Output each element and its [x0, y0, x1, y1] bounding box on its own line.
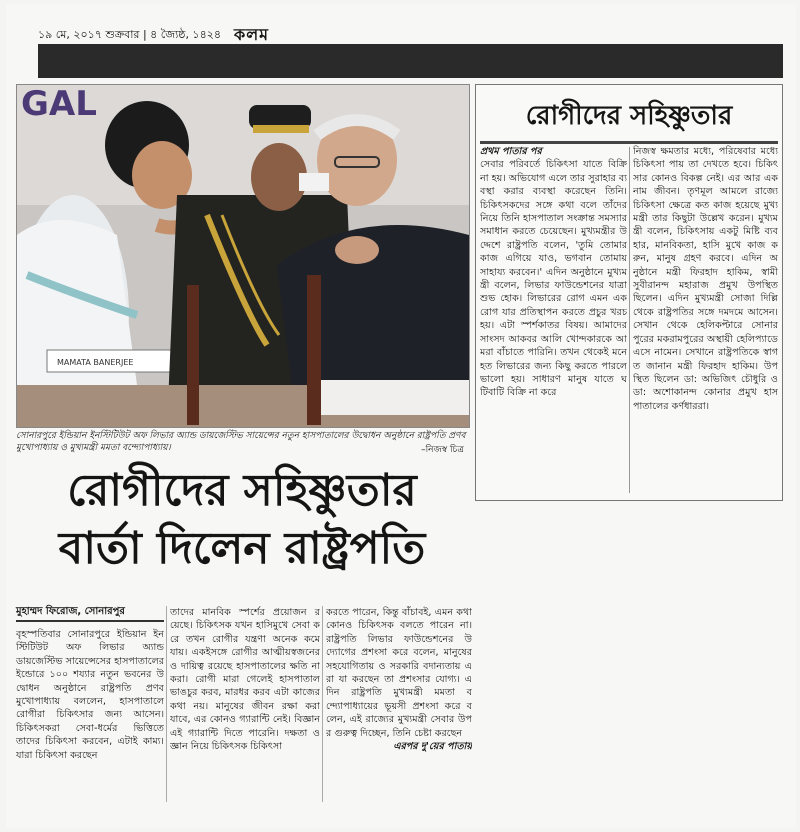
side-story [475, 84, 783, 501]
column-divider [629, 147, 630, 493]
news-photo [16, 84, 470, 428]
photo-caption [16, 430, 468, 456]
side-headline-rule [480, 141, 778, 144]
main-column-3 [326, 606, 472, 804]
photo-illustration [17, 85, 469, 427]
continued-note: এরপর দু'য়ের পাতায় [393, 741, 472, 753]
side-column-1-text: সেবার পরিবর্তে চিকিৎসা যাতে বিক্রি না হয়। অভিযোগ এলে তার সুরাহার ব্যবস্থা করার ব্যবস্থা করেছেন তিনি। চিকিৎসকদের সঙ্গে কথা বলে তাঁদের নিয়ে তিনি হাসপাতাল সংক্রান্ত সমস্যার সমাধান করতে চেয়েছেন। মুখ্যমন্ত্রীর উদ্দেশে রাষ্ট্রপতি বলেন, 'তুমি তোমার কাজ এগিয়ে যাও, ভগবান তোমায় সাহায্য করবেন।' এদিন অনুষ্ঠানে মুখ্যমন্ত্রী বলেন, লিভার ফাউন্ডেশনের যাত্রা শুভ হোক। লিভারের রোগ এমন এক রোগ যার প্রতিস্থাপন করতে প্রচুর খরচ হয়। এটা স্পর্শকাতর বিষয়। আমাদের সাংসদ আকবর আলি খোন্দকারকে আমরা বাঁচাতে পারিনি। তখন থেকেই মনে হত লিভারের জন্য কিছু করতে পারলে ভালো হয়। সাধারণ মানুষ যাতে ঘটিবাটি বিক্রি না করে [480, 159, 627, 399]
byline: মুহাম্মদ ফিরোজ, সোনারপুর [16, 606, 125, 617]
masthead [38, 22, 783, 42]
caption-text: সোনারপুরে ইন্ডিয়ান ইনস্টিটিউট অফ লিভার অ্যান্ড ডায়জেস্টিভ সায়েন্সের নতুন হাসপাতালের উদ্বোধন অনুষ্ঠানে রাষ্ট্রপতি প্রণব মুখোপাধ্যায় ও মুখ্যমন্ত্রী মমতা বন্দ্যোপাধ্যায়। [16, 431, 466, 453]
photo-credit: –নিজস্ব চিত্র [421, 445, 464, 455]
main-column-2 [170, 606, 320, 804]
side-column-1 [480, 145, 627, 497]
banner-text: GAL [21, 85, 97, 124]
main-column-1-text: বৃহস্পতিবার সোনারপুরে ইন্ডিয়ান ইনস্টিটিউট অফ লিভার অ্যান্ড ডায়জেস্টিভ সায়েন্সেসের হাসপাতালের ইন্ডোরে ১০০ শয্যার নতুন ভবনের উদ্বোধন অনুষ্ঠানে রাষ্ট্রপতি প্রণব মুখোপাধ্যায় বললেন, হাসপাতালে রোগীরা চিকিৎসার জন্য আসেন। চিকিৎসকরা সেবা-ধর্মের ভিত্তিতে তাদের চিকিৎসা করবেন, এটাই কাম্য। যারা চিকিৎসা করছেন [16, 629, 164, 761]
main-headline-line-2: বার্তা দিলেন রাষ্ট্রপতি [58, 523, 426, 574]
main-headline-line-1: রোগীদের সহিষ্ণুতার [67, 465, 417, 516]
byline-rule [16, 620, 164, 622]
masthead-bar [38, 44, 783, 78]
date-line: ১৯ মে, ২০১৭ শুক্রবার | ৪ জ্যৈষ্ঠ, ১৪২৪ [38, 28, 221, 41]
main-column-2-text: তাদের মানবিক স্পর্শের প্রয়োজন রয়েছে। চিকিৎসক যখন হাসিমুখে সেবা করে তখন রোগীর যন্ত্রণা অনেক কমে যায়। একইসঙ্গে রোগীর আত্মীয়স্বজনেরও দায়িত্ব রয়েছে হাসপাতালের ক্ষতি না করা। রোগী মারা গেলেই হাসপাতাল ভাঙচুর করব, মারধর করব এটা কাজের কথা নয়। মানুষের জীবন রক্ষা করা যাবে, এর কোনও গ্যারান্টি নেই। বিজ্ঞান এই গ্যারান্টি দিতে পারেনি। দক্ষতা ও জ্ঞান নিয়ে চিকিৎসক চিকিৎসা [170, 607, 320, 753]
column-divider [322, 606, 323, 802]
side-column-2 [633, 145, 778, 497]
column-divider [166, 606, 167, 802]
side-column-2-text: নিজস্ব ক্ষমতার মধ্যে, পরিষেবার মধ্যে চিকিৎসা পায় তা দেখতে হবে। চিকিৎসার কোনও বিকল্প নেই। এর আর এক নাম জীবন। তৃণমূল আমলে রাজ্যে চিকিৎসা ক্ষেত্রে কত কাজ হয়েছে মুখ্যমন্ত্রী তার কিছুটা উল্লেখ করেন। মুখ্যমন্ত্রী বলেন, চিকিৎসায় একটু মিষ্টি ব্যবহার, মানবিকতা, হাসি মুখে কাজ করুন, মানুষ গ্রহণ করবে। এদিন অনুষ্ঠানে মন্ত্রী ফিরহাদ হাকিম, স্বামী সুবীরানন্দ মহারাজ প্রমুখ উপস্থিত ছিলেন। এদিন মুখ্যমন্ত্রী সোজা দিল্লি থেকে রাষ্ট্রপতির সঙ্গে দমদমে আসেন। সেখান থেকে হেলিকপ্টারে সোনারপুরের মকরামপুরের অস্থায়ী হেলিপ্যাডে এসে নামেন। সেখানে রাষ্ট্রপতিকে স্বাগত জানান মন্ত্রী ফিরহাদ হাকিম। উপস্থিত ছিলেন ডা: অভিজিৎ চৌধুরি ও ডা: অশোকানন্দ কোনার প্রমুখ হাসপাতালের কর্ণধাররা। [633, 146, 778, 412]
side-headline: রোগীদের সহিষ্ণুতার [525, 101, 733, 131]
main-headline [16, 462, 468, 602]
main-column-3-text: করতে পারেন, কিন্তু বাঁচাবই, এমন কথা কোনও চিকিৎসক বলতে পারেন না। রাষ্ট্রপতি লিভার ফাউন্ডেশনের উদ্যোগের প্রশংসা করে বলেন, মানুষের সহযোগিতায় ও সরকারি বদান্যতায় এরা যা করছেন তা প্রশংসার যোগ্য। এদিন রাষ্ট্রপতি মুখ্যমন্ত্রী মমতা বন্দ্যোপাধ্যায়ের ভূয়সী প্রশংসা করে বলেন, এই রাজ্যের মুখ্যমন্ত্রী সেবার উপর গুরুত্ব দিচ্ছেন, তিনি চেষ্টা করছেন [326, 607, 472, 739]
side-lead-in: প্রথম পাতার পর [480, 146, 542, 157]
paper-name: কলম [234, 25, 270, 44]
main-column-1 [16, 628, 164, 804]
nameplate-text: MAMATA BANERJEE [57, 358, 134, 367]
